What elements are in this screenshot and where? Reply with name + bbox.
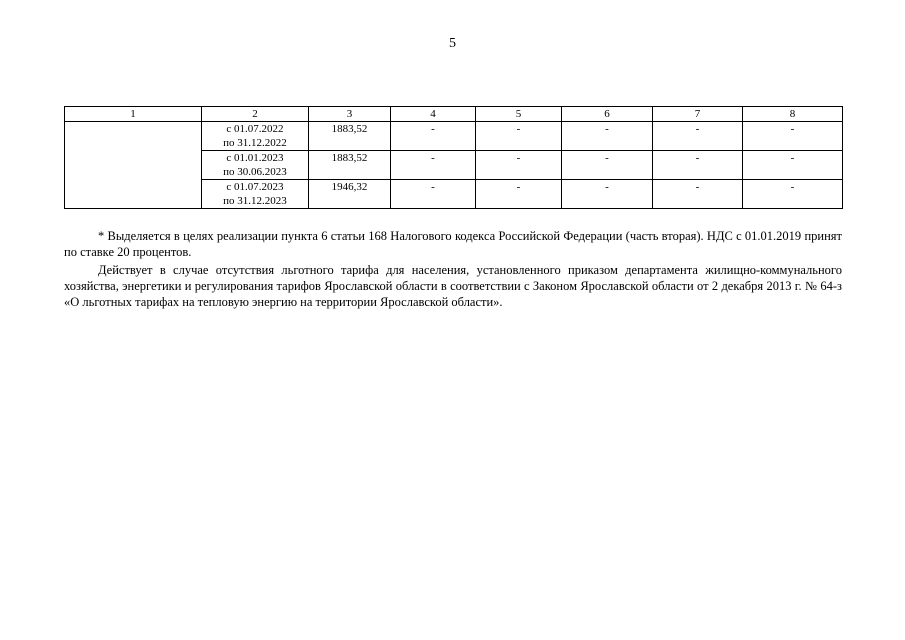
page-number: 5 — [449, 36, 456, 51]
column-header: 5 — [476, 107, 562, 122]
column-header: 4 — [391, 107, 476, 122]
table-cell: - — [653, 122, 743, 151]
tariff-value-cell: 1946,32 — [309, 180, 391, 209]
table-cell: - — [743, 180, 843, 209]
vat-footnote — [64, 228, 842, 260]
table-header-row — [65, 107, 843, 122]
tariff-value-cell: 1883,52 — [309, 122, 391, 151]
table-row — [65, 122, 843, 151]
period-from: с 01.07.2022 — [226, 123, 284, 135]
table-cell: - — [743, 151, 843, 180]
table-cell: - — [476, 151, 562, 180]
table-cell: - — [562, 122, 653, 151]
period-from: с 01.01.2023 — [226, 152, 284, 164]
table-cell: - — [476, 180, 562, 209]
table-cell: - — [562, 151, 653, 180]
period-cell — [202, 122, 309, 151]
preferential-tariff-note — [64, 262, 842, 310]
table-cell: - — [562, 180, 653, 209]
period-to: по 31.12.2022 — [223, 137, 287, 149]
column-header: 3 — [309, 107, 391, 122]
table-cell: - — [391, 151, 476, 180]
table-cell: - — [653, 180, 743, 209]
tariff-value-cell: 1883,52 — [309, 151, 391, 180]
table-cell: - — [476, 122, 562, 151]
vat-footnote-text: * Выделяется в целях реализации пункта 6 статьи 168 Налогового кодекса Российской Федерации (часть вторая). НДС с 01.01.2019 принят по ставке 20 процентов. — [64, 229, 842, 259]
period-to: по 31.12.2023 — [223, 195, 287, 207]
table-cell: - — [653, 151, 743, 180]
column-header: 6 — [562, 107, 653, 122]
table-cell: - — [391, 180, 476, 209]
preferential-tariff-note-text: Действует в случае отсутствия льготного тарифа для населения, установленного приказом департамента жилищно-коммунального хозяйства, энергетики и регулирования тарифов Ярославской области в соответствии с Законом Ярославской области от 2 декабря 2013 г. № 64-з «О льготных тарифах на тепловую энергию на территории Ярославской области». — [64, 263, 842, 309]
period-to: по 30.06.2023 — [223, 166, 287, 178]
table-cell: - — [391, 122, 476, 151]
period-cell — [202, 180, 309, 209]
period-cell — [202, 151, 309, 180]
table-cell: - — [743, 122, 843, 151]
column-header: 1 — [65, 107, 202, 122]
merged-empty-cell — [65, 122, 202, 209]
period-from: с 01.07.2023 — [226, 181, 284, 193]
column-header: 2 — [202, 107, 309, 122]
column-header: 7 — [653, 107, 743, 122]
tariff-table — [64, 106, 843, 209]
column-header: 8 — [743, 107, 843, 122]
